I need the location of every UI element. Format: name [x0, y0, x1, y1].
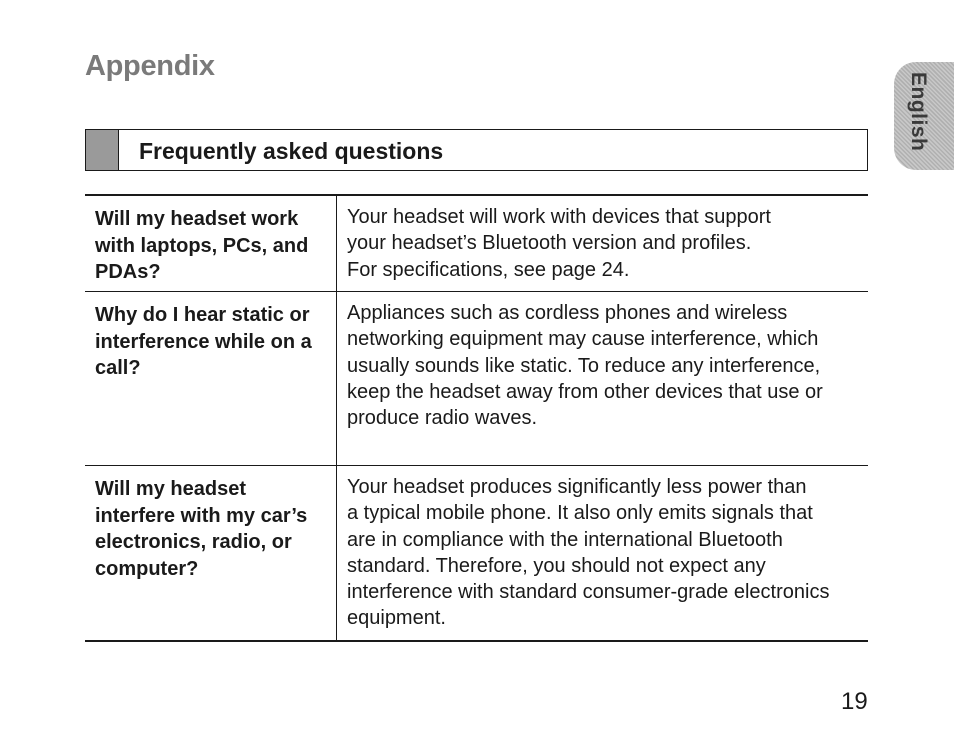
section-header-bar — [86, 130, 119, 170]
faq-answer-line: equipment. — [347, 607, 446, 630]
faq-answer-line: Your headset will work with devices that support — [347, 206, 771, 228]
faq-question: Why do I hear static or interference while on a call? — [85, 292, 337, 465]
faq-question: Will my headset work with laptops, PCs, and PDAs? — [85, 196, 337, 291]
page-title: Appendix — [85, 50, 215, 82]
faq-question: Will my headset interfere with my car’s electronics, radio, or computer? — [85, 466, 337, 640]
faq-answer-line: networking equipment may cause interference, which — [347, 328, 819, 351]
faq-answer-line: are in compliance with the international Bluetooth — [347, 528, 783, 551]
language-tab — [894, 62, 954, 170]
faq-answer — [337, 196, 868, 291]
faq-answer-line: usually sounds like static. To reduce any interference, — [347, 354, 821, 377]
faq-answer-line: interference with standard consumer-grade electronics — [347, 581, 830, 604]
faq-answer-line: a typical mobile phone. It also only emits signals that — [347, 502, 813, 525]
faq-answer-line: standard. Therefore, you should not expect any — [347, 554, 766, 577]
faq-answer — [337, 292, 868, 465]
faq-answer-line: Your headset produces significantly less power than — [347, 476, 807, 498]
faq-answer — [337, 466, 868, 640]
faq-row — [85, 466, 868, 642]
faq-table — [85, 194, 868, 642]
faq-answer-line: For specifications, see page 24. — [347, 258, 630, 281]
section-title: Frequently asked questions — [139, 138, 444, 164]
faq-answer-line: produce radio waves. — [347, 407, 538, 430]
section-header — [85, 129, 868, 171]
faq-row — [85, 292, 868, 466]
faq-row — [85, 196, 868, 292]
faq-answer-line: Appliances such as cordless phones and wireless — [347, 302, 788, 324]
page-number: 19 — [841, 688, 868, 715]
faq-answer-line: your headset’s Bluetooth version and profiles. — [347, 232, 752, 255]
language-tab-label: English — [907, 72, 930, 152]
faq-answer-line: keep the headset away from other devices that use or — [347, 380, 823, 403]
